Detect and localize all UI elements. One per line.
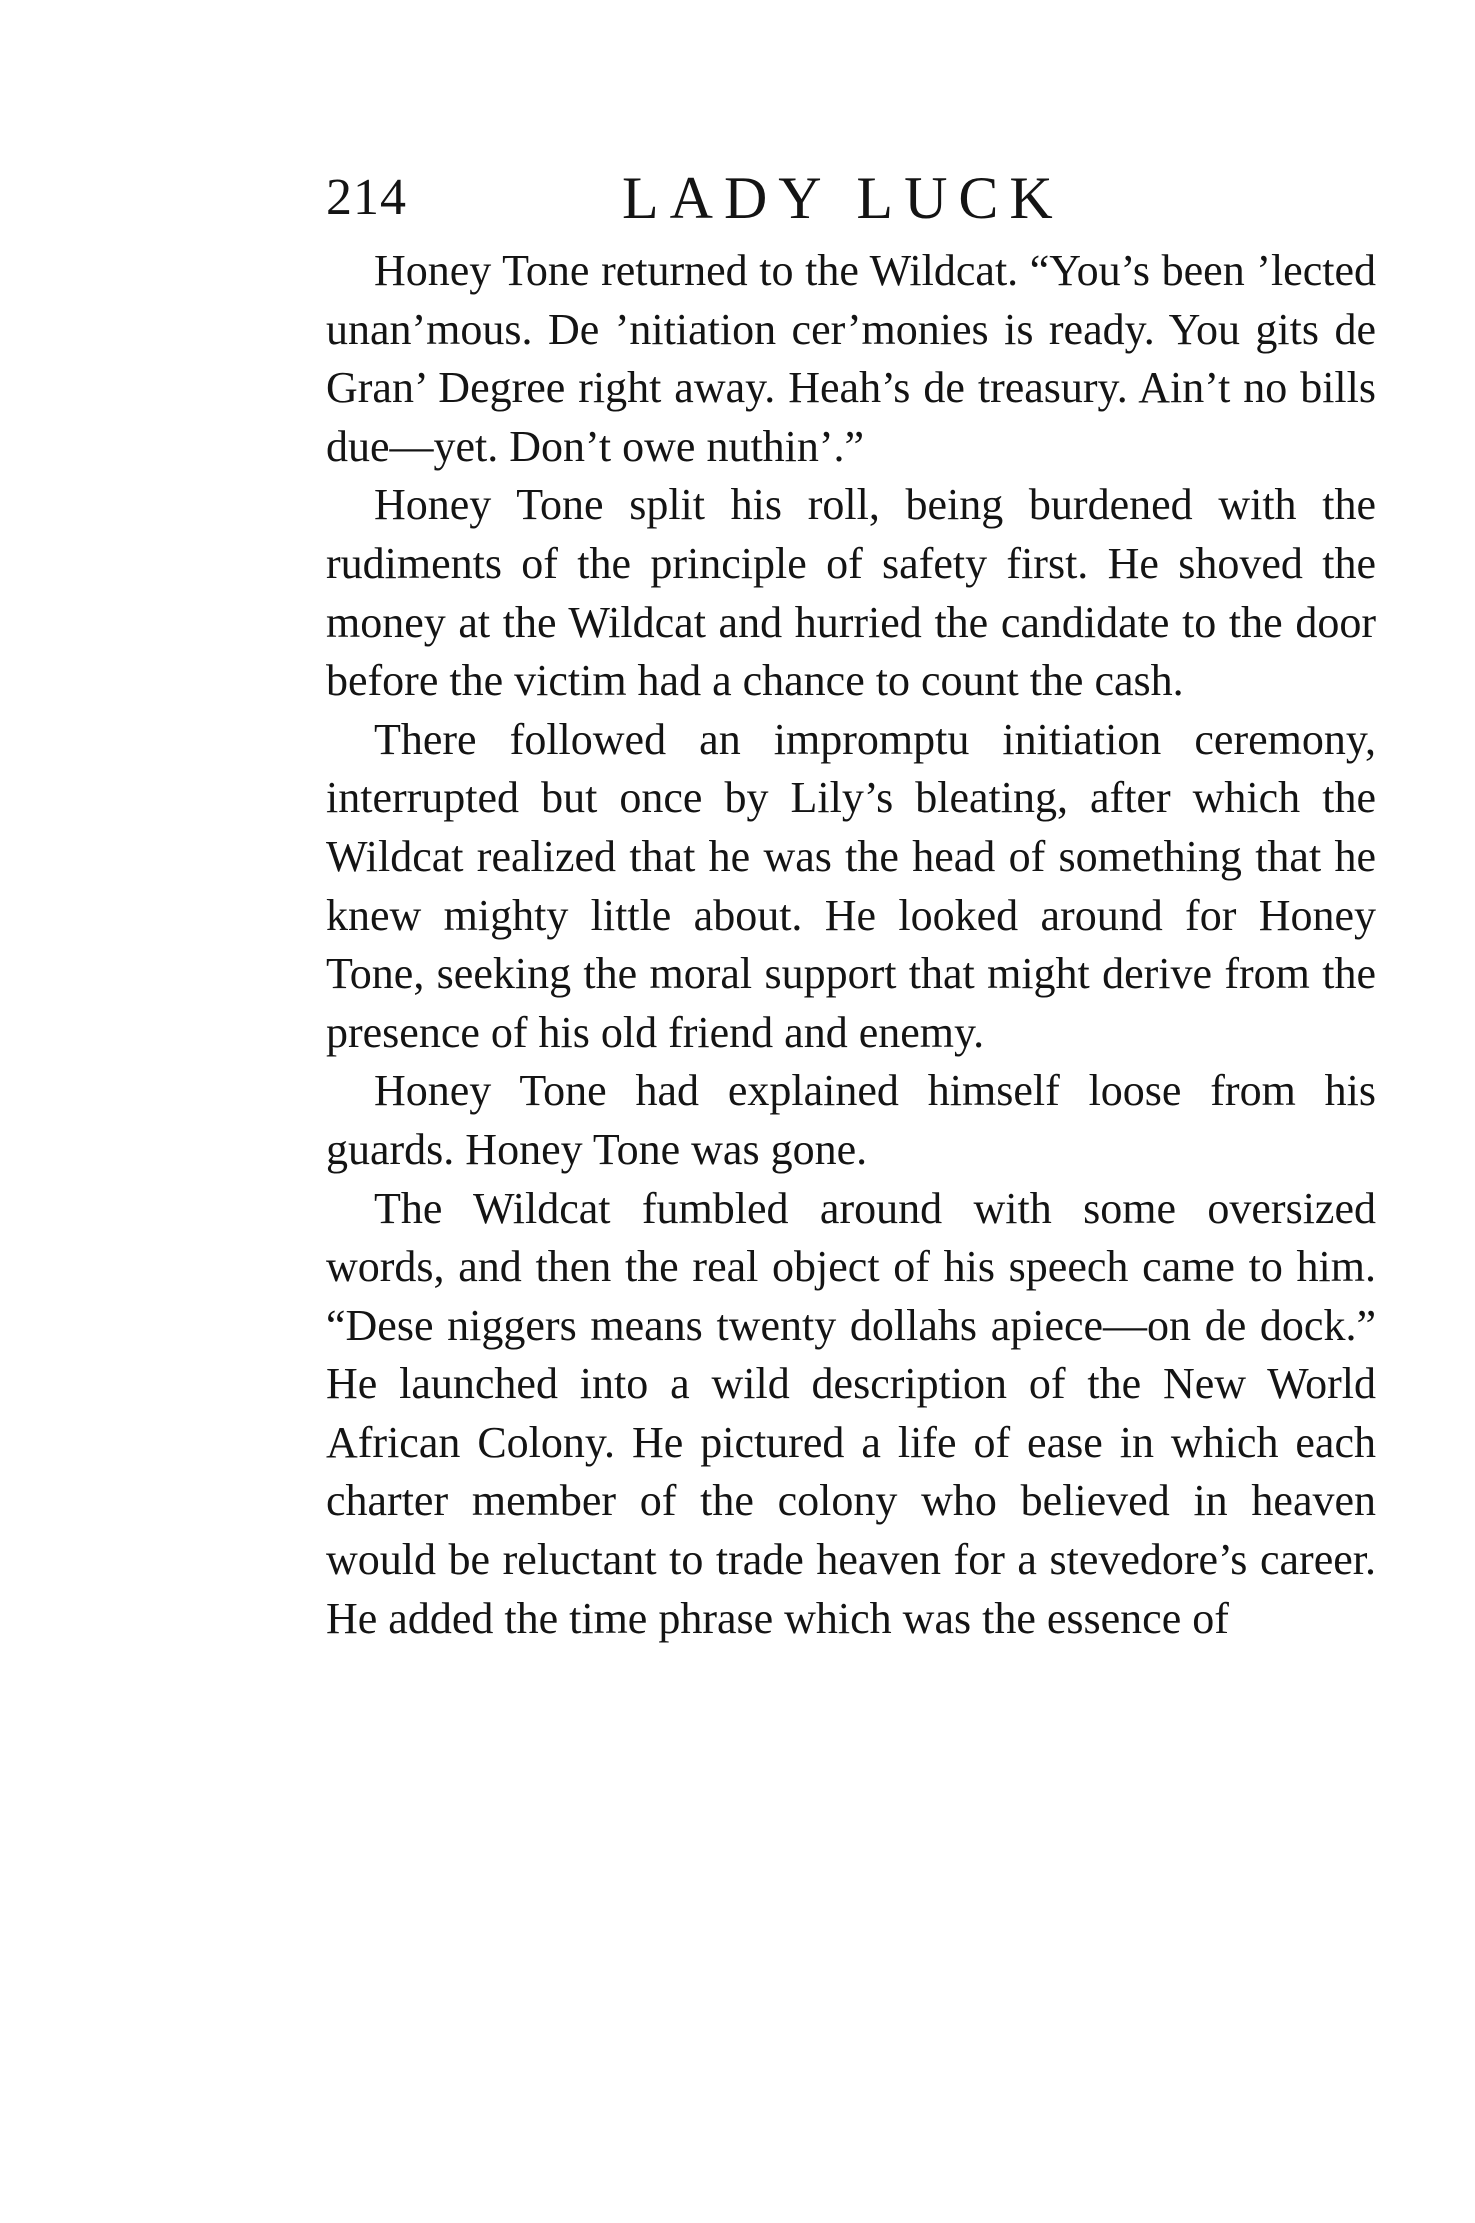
paragraph: Honey Tone returned to the Wildcat. “You’s been ’lected unan’mous. De ’nitiation cer’monies is ready. You gits de Gran’ Degree right away. Heah’s de treasury. Ain’t no bills due—yet. Don’t owe nuthin’.” (326, 246, 1376, 471)
paragraph: Honey Tone had explained himself loose from his guards. Honey Tone was gone. (326, 1066, 1376, 1174)
paragraph: There followed an impromptu initiation ceremony, interrupted but once by Lily’s bleating, after which the Wildcat realized that he was the head of something that he knew mighty little about. He looked around for Honey Tone, seeking the moral support that might derive from the presence of his old friend and enemy. (326, 714, 1376, 1057)
running-head (326, 160, 1376, 236)
running-title: LADY LUCK (622, 165, 1064, 231)
book-page (326, 160, 1376, 1648)
body-text (326, 242, 1376, 1648)
page-number: 214 (326, 169, 407, 226)
paragraph: Honey Tone split his roll, being burdened with the rudiments of the principle of safety first. He shoved the money at the Wildcat and hurried the candidate to the door before the victim had a chance to count the cash. (326, 480, 1376, 706)
paragraph: The Wildcat fumbled around with some oversized words, and then the real object of his speech came to him. “Dese niggers means twenty dollahs apiece—on de dock.” He launched into a wild description of the New World African Colony. He pictured a life of ease in which each charter member of the colony who believed in heaven would be reluctant to trade heaven for a stevedore’s career. He added the time phrase which was the essence of (326, 1183, 1376, 1643)
